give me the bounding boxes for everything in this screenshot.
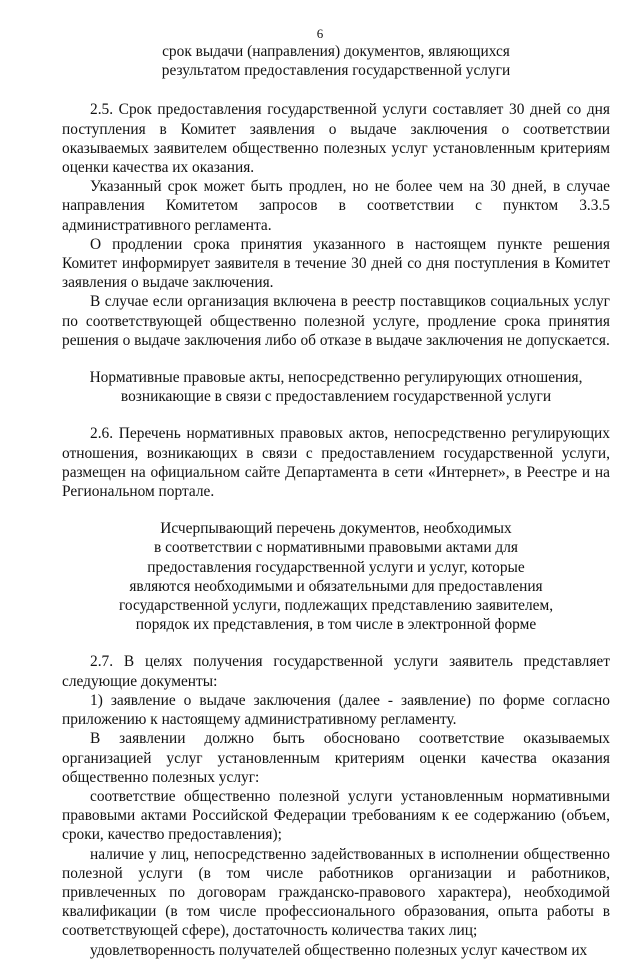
paragraph-justification: В заявлении должно быть обосновано соответствие оказываемых организацией услуг установленным критериям оценки качества оказания общественно полезных услуг: [62, 730, 610, 786]
section-heading-documents-list [62, 519, 610, 634]
heading-line: государственной услуги, подлежащих представлению заявителем, [118, 597, 554, 615]
paragraph-recipient-satisfaction: удовлетворенность получателей общественно полезных услуг качеством их [90, 941, 588, 959]
document-body [62, 42, 610, 960]
heading-line: Нормативные правовые акты, непосредственно регулирующих отношения, [89, 369, 583, 387]
heading-line: являются необходимыми и обязательными для предоставления [129, 577, 543, 595]
heading-line: срок выдачи (направления) документов, являющихся [162, 43, 510, 60]
paragraph-2-6: 2.6. Перечень нормативных правовых актов, непосредственно регулирующих отношения, возникающих в связи с предоставлением государственной услуги, размещен на официальном сайте Департамента в сети «Интернет», в Реестре и на Региональном портале. [62, 425, 610, 501]
section-heading-legal-acts [62, 368, 610, 406]
paragraph-staff-qualification: наличие у лиц, непосредственно задействованных в исполнении общественно полезной услуги (в том числе работников организации и работников, привлеченных по договорам гражданско-правового характера), необходимой квалификации (в том числе профессионального образования, опыта работы в соответствующей сфере), достаточность количества таких лиц; [62, 845, 610, 940]
heading-line: предоставления государственной услуги и услуг, которые [147, 558, 525, 576]
paragraph-term-extension: Указанный срок может быть продлен, но не более чем на 30 дней, в случае направления Комитетом запросов в соответствии с пунктом 3.3.5 административного регламента. [62, 178, 610, 234]
heading-line: Исчерпывающий перечень документов, необходимых [160, 520, 512, 538]
paragraph-extension-notice: О продлении срока принятия указанного в настоящем пункте решения Комитет информирует заявителя в течение 30 дней со дня поступления в Комитет заявления о выдаче заключения. [62, 235, 610, 292]
page-number: 6 [316, 26, 324, 41]
heading-line: порядок их представления, в том числе в электронной форме [135, 616, 537, 634]
heading-line: результатом предоставления государственной услуги [161, 62, 511, 80]
section-heading-issuance-term [62, 42, 610, 80]
paragraph-application-item: 1) заявление о выдаче заключения (далее - заявление) по форме согласно приложению к настоящему административному регламенту. [62, 691, 610, 729]
heading-line: в соответствии с нормативными правовыми актами для [153, 539, 518, 557]
paragraph-registry-case: В случае если организация включена в реестр поставщиков социальных услуг по соответствующей общественно полезной услуге, продление срока принятия решения о выдаче заключения либо об отказе в выдаче заключения не допускается. [62, 293, 610, 349]
paragraph-compliance-requirements: соответствие общественно полезной услуги установленным нормативными правовыми актами Российской Федерации требованиям к ее содержанию (объем, сроки, качество предоставления); [62, 787, 610, 844]
paragraph-2-7: 2.7. В целях получения государственной услуги заявитель представляет следующие документы: [62, 653, 610, 690]
heading-line: возникающие в связи с предоставлением государственной услуги [120, 388, 552, 406]
paragraph-2-5: 2.5. Срок предоставления государственной услуги составляет 30 дней со дня поступления в Комитет заявления о выдаче заключения о соответствии оказываемых заявителем общественно полезных услуг установленным критериям оценки качества их оказания. [62, 101, 610, 177]
